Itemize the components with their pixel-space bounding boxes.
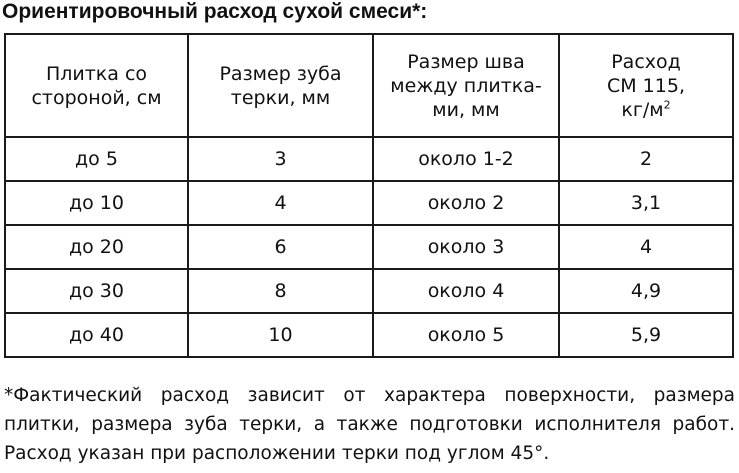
footnote-line: *Фактический расход зависит от характера поверхности, размера (4, 385, 735, 406)
cell-joint-size: около 2 (373, 181, 559, 225)
table-row (5, 181, 733, 225)
cell-tile-size: до 10 (5, 181, 188, 225)
table-row (5, 225, 733, 269)
cell-joint-size: около 3 (373, 225, 559, 269)
page-title: Ориентировочный расход сухой смеси*: (2, 0, 428, 23)
consumption-table (4, 33, 734, 358)
table-row (5, 269, 733, 313)
table-row (5, 137, 733, 181)
cell-tile-size: до 30 (5, 269, 188, 313)
cell-trowel-tooth: 8 (188, 269, 373, 313)
header-consumption: Расход СМ 115, $кг/м^2$ (559, 34, 733, 137)
cell-consumption: 3,1 (559, 181, 733, 225)
cell-joint-size: около 1-2 (373, 137, 559, 181)
cell-trowel-tooth: 3 (188, 137, 373, 181)
table-row (5, 313, 733, 357)
footnote (4, 381, 735, 468)
cell-consumption: 2 (559, 137, 733, 181)
header-tile-size: Плитка со стороной, см (5, 34, 188, 137)
cell-joint-size: около 5 (373, 313, 559, 357)
cell-trowel-tooth: 6 (188, 225, 373, 269)
cell-consumption: 4 (559, 225, 733, 269)
cell-consumption: 4,9 (559, 269, 733, 313)
cell-consumption: 5,9 (559, 313, 733, 357)
cell-joint-size: около 4 (373, 269, 559, 313)
footnote-line: плитки, размера зуба терки, а также подготовки исполнителя работ. (4, 414, 735, 435)
cell-tile-size: до 40 (5, 313, 188, 357)
header-trowel-tooth: Размер зуба терки, мм (188, 34, 373, 137)
cell-tile-size: до 20 (5, 225, 188, 269)
footnote-line: Расход указан при расположении терки под углом 45°. (4, 443, 550, 464)
cell-tile-size: до 5 (5, 137, 188, 181)
header-joint-size: Размер шва между плитка- ми, мм (373, 34, 559, 137)
cell-trowel-tooth: 10 (188, 313, 373, 357)
cell-trowel-tooth: 4 (188, 181, 373, 225)
table-header-row (5, 34, 733, 137)
